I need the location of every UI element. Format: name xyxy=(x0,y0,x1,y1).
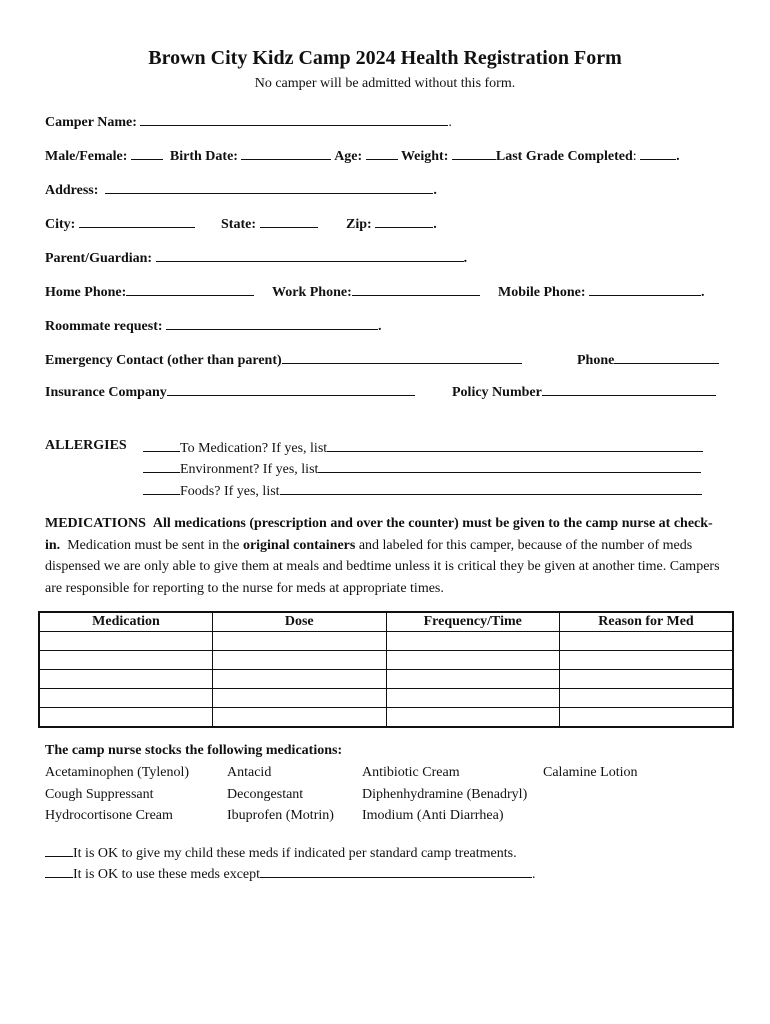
city-field[interactable] xyxy=(79,214,195,228)
table-cell[interactable] xyxy=(560,670,734,689)
home-phone-row xyxy=(45,282,254,301)
stock-item: Imodium (Anti Diarrhea) xyxy=(362,808,504,823)
camper-name-label: Camper Name: xyxy=(45,115,137,130)
allergy-foods-row xyxy=(143,481,702,500)
emergency-phone-row xyxy=(577,350,719,369)
table-row xyxy=(39,651,733,670)
allergy-medication-row xyxy=(143,438,703,457)
table-cell[interactable] xyxy=(213,708,387,728)
allergy-medication-field[interactable] xyxy=(327,438,703,452)
work-phone-label: Work Phone: xyxy=(272,285,352,300)
stock-item: Acetaminophen (Tylenol) xyxy=(45,765,190,780)
allergies-label: ALLERGIES xyxy=(45,438,127,453)
table-cell[interactable] xyxy=(386,670,560,689)
col-medication: Medication xyxy=(39,612,213,632)
col-frequency: Frequency/Time xyxy=(386,612,560,632)
consent-ok-label: It is OK to give my child these meds if indicated per standard camp treatments. xyxy=(73,846,517,861)
table-row xyxy=(39,670,733,689)
medications-heading: MEDICATIONS xyxy=(45,516,146,531)
roommate-field[interactable] xyxy=(166,316,378,330)
consent-except-check[interactable] xyxy=(45,864,73,878)
medications-text-c: and labeled for this camper, because of the number of meds dispensed we are only able to give them at meals and bedtime unless it is critical they be given at another time. Campers are responsible for reporting to the nurse for meds at appropriate times. xyxy=(45,537,720,596)
state-label: State: xyxy=(221,217,256,232)
home-phone-field[interactable] xyxy=(126,282,254,296)
table-row xyxy=(39,689,733,708)
stock-item: Antacid xyxy=(227,765,272,780)
consent-except-label: It is OK to use these meds except xyxy=(73,867,261,882)
consent-except-field[interactable] xyxy=(260,864,532,878)
allergy-medication-label: To Medication? If yes, list xyxy=(180,441,328,456)
medications-bold-sentence: All medications (prescription and over the counter) must be given to the camp nurse at check-in. xyxy=(45,516,713,553)
table-cell[interactable] xyxy=(213,670,387,689)
address-field[interactable] xyxy=(105,180,433,194)
parent-guardian-field[interactable] xyxy=(156,248,464,262)
table-cell[interactable] xyxy=(213,651,387,670)
address-row: Address: . xyxy=(45,180,437,199)
weight-field[interactable] xyxy=(452,146,496,160)
medications-paragraph xyxy=(45,513,725,599)
roommate-label: Roommate request: xyxy=(45,319,163,334)
page-title: Brown City Kidz Camp 2024 Health Registration Form xyxy=(148,47,622,69)
age-field[interactable] xyxy=(366,146,398,160)
city-row xyxy=(45,214,195,233)
policy-row xyxy=(452,382,716,401)
age-label: Age: xyxy=(334,149,363,164)
insurance-row xyxy=(45,382,415,401)
stock-item: Decongestant xyxy=(227,787,304,802)
zip-label: Zip: xyxy=(346,217,372,232)
page-subtitle: No camper will be admitted without this form. xyxy=(254,76,516,91)
consent-ok-row xyxy=(45,843,517,862)
table-cell[interactable] xyxy=(39,708,213,728)
col-dose: Dose xyxy=(213,612,387,632)
mobile-phone-field[interactable] xyxy=(589,282,701,296)
parent-row: Parent/Guardian: . xyxy=(45,248,467,267)
zip-field[interactable] xyxy=(375,214,433,228)
stock-item: Cough Suppressant xyxy=(45,787,154,802)
roommate-row: Roommate request: . xyxy=(45,316,382,335)
table-cell[interactable] xyxy=(39,670,213,689)
allergy-environment-field[interactable] xyxy=(318,459,701,473)
allergy-environment-label: Environment? If yes, list xyxy=(180,462,319,477)
allergy-foods-field[interactable] xyxy=(280,481,702,495)
policy-field[interactable] xyxy=(542,382,716,396)
emergency-contact-label: Emergency Contact (other than parent) xyxy=(45,353,282,368)
emergency-row xyxy=(45,350,522,369)
stock-heading: The camp nurse stocks the following medications: xyxy=(45,743,343,758)
male-female-label: Male/Female: xyxy=(45,149,128,164)
table-cell[interactable] xyxy=(560,651,734,670)
home-phone-label: Home Phone: xyxy=(45,285,127,300)
male-female-field[interactable] xyxy=(131,146,163,160)
table-cell[interactable] xyxy=(386,632,560,651)
insurance-label: Insurance Company xyxy=(45,385,167,400)
emergency-contact-field[interactable] xyxy=(282,350,522,364)
table-cell[interactable] xyxy=(386,708,560,728)
state-field[interactable] xyxy=(260,214,318,228)
policy-label: Policy Number xyxy=(452,385,542,400)
table-row xyxy=(39,708,733,728)
table-row xyxy=(39,632,733,651)
emergency-phone-field[interactable] xyxy=(614,350,719,364)
stock-item: Diphenhydramine (Benadryl) xyxy=(362,787,528,802)
mobile-phone-row: Mobile Phone: . xyxy=(498,282,705,301)
allergy-foods-label: Foods? If yes, list xyxy=(180,484,280,499)
work-phone-row xyxy=(272,282,480,301)
consent-except-row: It is OK to use these meds except . xyxy=(45,864,536,883)
birth-date-field[interactable] xyxy=(241,146,331,160)
stock-item: Antibiotic Cream xyxy=(362,765,460,780)
camper-name-field[interactable] xyxy=(140,112,448,126)
medications-text-a: Medication must be sent in the xyxy=(67,537,240,553)
stock-item: Ibuprofen (Motrin) xyxy=(227,808,334,823)
allergy-foods-check[interactable] xyxy=(143,481,180,495)
table-cell[interactable] xyxy=(39,689,213,708)
consent-ok-check[interactable] xyxy=(45,843,73,857)
emergency-phone-label: Phone xyxy=(577,353,615,368)
table-header-row xyxy=(39,612,733,632)
zip-row: Zip: . xyxy=(346,214,437,233)
state-row xyxy=(221,214,318,233)
work-phone-field[interactable] xyxy=(352,282,480,296)
address-label: Address: xyxy=(45,183,99,198)
last-grade-label: Last Grade Completed xyxy=(495,149,633,164)
allergy-medication-check[interactable] xyxy=(143,438,180,452)
table-cell[interactable] xyxy=(560,632,734,651)
allergy-environment-check[interactable] xyxy=(143,459,180,473)
table-cell[interactable] xyxy=(39,651,213,670)
col-reason: Reason for Med xyxy=(560,612,734,632)
mobile-phone-label: Mobile Phone: xyxy=(498,285,586,300)
table-cell[interactable] xyxy=(386,689,560,708)
stock-item: Hydrocortisone Cream xyxy=(45,808,173,823)
demographics-row: Male/Female: Birth Date: Age: Weight: Last Grade Completed: . xyxy=(45,146,680,165)
parent-guardian-label: Parent/Guardian: xyxy=(45,251,153,266)
table-cell[interactable] xyxy=(213,632,387,651)
table-cell[interactable] xyxy=(386,651,560,670)
table-cell[interactable] xyxy=(39,632,213,651)
birth-date-label: Birth Date: xyxy=(169,149,238,164)
original-containers-text: original containers xyxy=(242,537,356,553)
table-cell[interactable] xyxy=(560,689,734,708)
last-grade-field[interactable] xyxy=(640,146,676,160)
allergy-environment-row xyxy=(143,459,701,478)
table-cell[interactable] xyxy=(560,708,734,728)
medication-table xyxy=(38,611,734,728)
camper-name-row: Camper Name: . xyxy=(45,112,452,131)
insurance-field[interactable] xyxy=(167,382,415,396)
table-cell[interactable] xyxy=(213,689,387,708)
city-label: City: xyxy=(45,217,76,232)
weight-label: Weight: xyxy=(400,149,449,164)
stock-item: Calamine Lotion xyxy=(543,765,638,780)
